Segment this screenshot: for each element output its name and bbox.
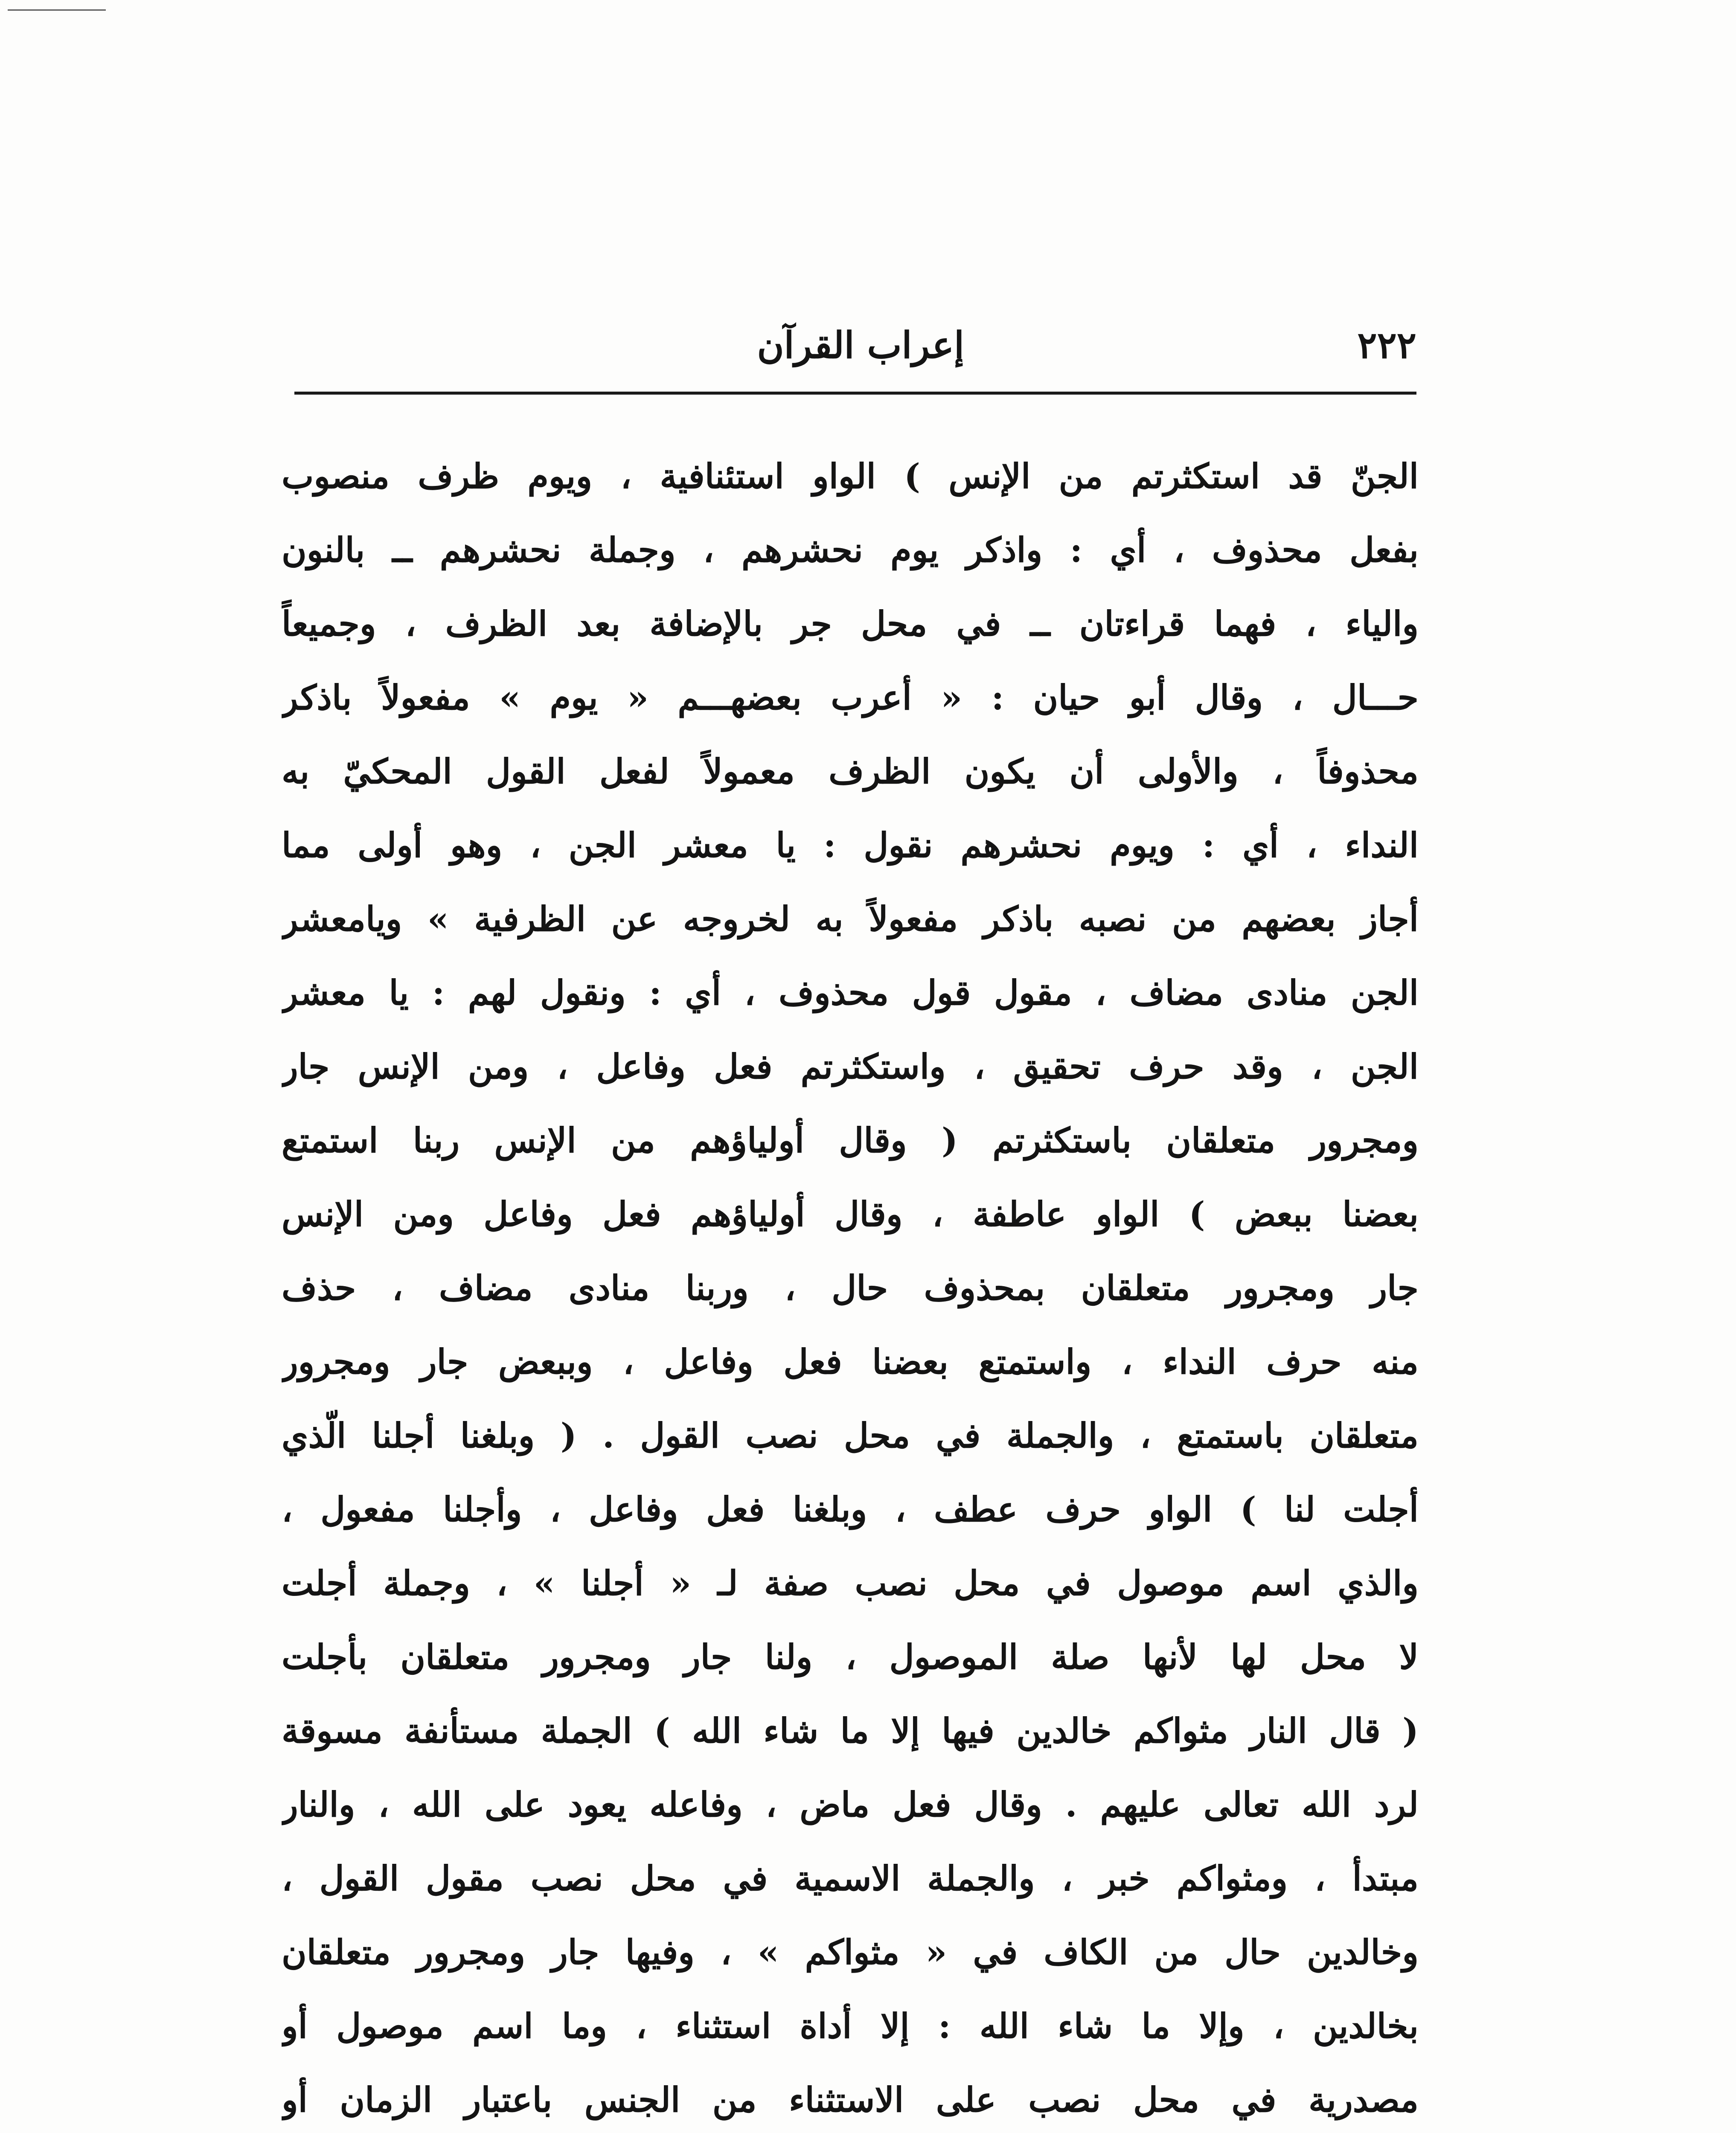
text-line: الجن منادى مضاف ، مقول قول محذوف ، أي : ونقول لهم : يا معشر [282,973,1419,1013]
text-line: والذي اسم موصول في محل نصب صفة لـ « أجلنا » ، وجملة أجلت [282,1563,1419,1603]
running-title: إعراب القرآن [757,324,964,367]
text-line: بعضنا ببعض ) الواو عاطفة ، وقال أولياؤهم فعل وفاعل ومن الإنس [282,1194,1419,1234]
page-number: ٢٢٢ [1357,324,1416,367]
text-line: حـــال ، وقال أبو حيان : « أعرب بعضهـــم « يوم » مفعولاً باذكر [282,677,1419,718]
text-line: ومجرور متعلقان باستكثرتم ( وقال أولياؤهم من الإنس ربنا استمتع [282,1120,1419,1160]
text-line: أجاز بعضهم من نصبه باذكر مفعولاً به لخروجه عن الظرفية » ويامعشر [282,899,1419,939]
header-divider [294,392,1416,395]
text-line: بخالدين ، وإلا ما شاء الله : إلا أداة استثناء ، وما اسم موصول أو [282,2006,1419,2046]
text-line: لا محل لها لأنها صلة الموصول ، ولنا جار ومجرور متعلقان بأجلت [282,1637,1419,1677]
text-line: الجن ، وقد حرف تحقيق ، واستكثرتم فعل وفاعل ، ومن الإنس جار [282,1046,1419,1087]
page-header [294,314,1416,378]
text-line: أجلت لنا ) الواو حرف عطف ، وبلغنا فعل وفاعل ، وأجلنا مفعول ، [282,1489,1419,1529]
text-line: متعلقان باستمتع ، والجملة في محل نصب القول . ( وبلغنا أجلنا الّذي [282,1415,1419,1456]
text-line: الجنّ قد استكثرتم من الإنس ) الواو استئنافية ، ويوم ظرف منصوب [282,456,1419,496]
text-line: مصدرية في محل نصب على الاستثناء من الجنس باعتبار الزمان أو [282,2080,1419,2120]
text-line: وخالدين حال من الكاف في « مثواكم » ، وفيها جار ومجرور متعلقان [282,1932,1419,1972]
text-line: منه حرف النداء ، واستمتع بعضنا فعل وفاعل ، وببعض جار ومجرور [282,1342,1419,1382]
scan-edge-mark [8,9,106,11]
text-line: مبتدأ ، ومثواكم خبر ، والجملة الاسمية في محل نصب مقول القول ، [282,1858,1419,1898]
text-line: والياء ، فهما قراءتان ــ في محل جر بالإضافة بعد الظرف ، وجميعاً [282,604,1419,644]
text-line: بفعل محذوف ، أي : واذكر يوم نحشرهم ، وجملة نحشرهم ــ بالنون [282,530,1419,570]
text-line: محذوفاً ، والأولى أن يكون الظرف معمولاً لفعل القول المحكيّ به [282,751,1419,791]
text-line: النداء ، أي : ويوم نحشرهم نقول : يا معشر الجن ، وهو أولى مما [282,825,1419,865]
text-line: لرد الله تعالى عليهم . وقال فعل ماض ، وفاعله يعود على الله ، والنار [282,1784,1419,1825]
body-text [282,439,1419,2133]
text-line: ( قال النار مثواكم خالدين فيها إلا ما شاء الله ) الجملة مستأنفة مسوقة [282,1711,1419,1751]
text-line: جار ومجرور متعلقان بمحذوف حال ، وربنا منادى مضاف ، حذف [282,1268,1419,1308]
